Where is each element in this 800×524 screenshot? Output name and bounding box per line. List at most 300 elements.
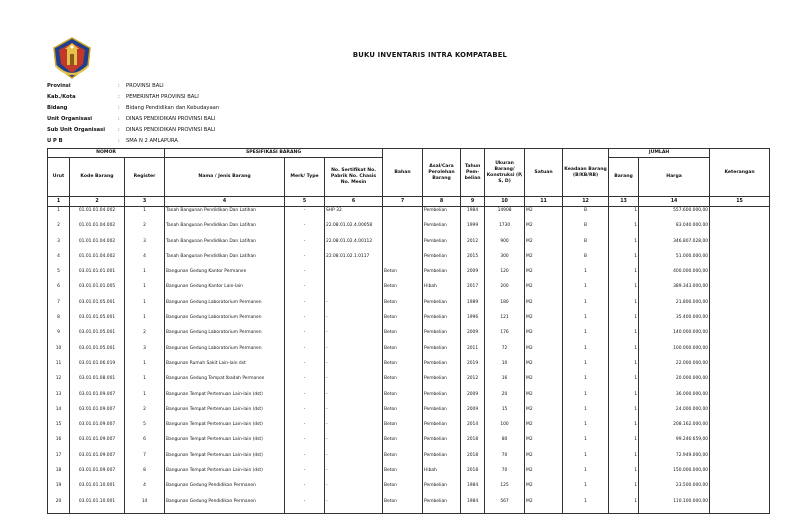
cell-satuan: M2 (525, 222, 563, 237)
cell-urut: 4 (48, 253, 70, 268)
cell-ukuran: 180 (485, 299, 525, 314)
cell-ukuran: 14908 (485, 207, 525, 223)
cell-merk: - (285, 345, 325, 360)
cell-sertifikat: SHP 32 (325, 207, 383, 223)
column-number: 9 (461, 197, 485, 207)
cell-register: 8 (125, 467, 165, 482)
cell-nama-barang: Bangunan Tempat Pertemuan Lain-lain (dst) (165, 421, 285, 436)
cell-harga: 389.343.000,00 (639, 283, 710, 298)
cell-asal: Pembelian (423, 268, 461, 283)
cell-urut: 8 (48, 314, 70, 329)
cell-jumlah-barang: 1 (609, 498, 639, 514)
cell-satuan: M2 (525, 299, 563, 314)
cell-asal: Pembelian (423, 222, 461, 237)
cell-register: 6 (125, 436, 165, 451)
cell-keterangan (710, 375, 770, 390)
cell-keterangan (710, 436, 770, 451)
cell-keadaan: 1 (563, 345, 609, 360)
cell-satuan: M2 (525, 498, 563, 514)
cell-satuan: M2 (525, 452, 563, 467)
cell-asal: Pembelian (423, 436, 461, 451)
cell-jumlah-barang: 1 (609, 345, 639, 360)
cell-harga: 21.800.000,00 (639, 299, 710, 314)
column-number: 5 (285, 197, 325, 207)
info-row-kabkota: Kab./Kota : PEMERINTAH PROVINSI BALI (47, 93, 199, 100)
cell-sertifikat (325, 283, 383, 298)
cell-ukuran: 16 (485, 375, 525, 390)
cell-harga: 22.000.000,00 (639, 360, 710, 375)
header-satuan: Satuan (525, 149, 563, 197)
cell-sertifikat: - (325, 314, 383, 329)
cell-urut: 17 (48, 452, 70, 467)
header-jumlah: JUMLAH (609, 149, 710, 158)
cell-merk: - (285, 406, 325, 421)
cell-keadaan: 1 (563, 283, 609, 298)
document-title: BUKU INVENTARIS INTRA KOMPATABEL (352, 51, 508, 59)
cell-urut: 16 (48, 436, 70, 451)
cell-register: 1 (125, 283, 165, 298)
cell-satuan: M2 (525, 314, 563, 329)
column-number: 6 (325, 197, 383, 207)
info-row-sub-unit: Sub Unit Organisasi : DINAS PENDIDIKAN PROVINSI BALI (47, 126, 216, 133)
inventory-table-body (48, 207, 770, 514)
cell-keadaan: 1 (563, 421, 609, 436)
info-label: Kab./Kota (47, 93, 76, 100)
cell-ukuran: 121 (485, 314, 525, 329)
cell-ukuran: 300 (485, 253, 525, 268)
cell-sertifikat: - (325, 452, 383, 467)
cell-satuan: M2 (525, 421, 563, 436)
cell-asal: Pembelian (423, 329, 461, 344)
cell-jumlah-barang: 1 (609, 268, 639, 283)
cell-satuan: M2 (525, 238, 563, 253)
cell-tahun: 2018 (461, 436, 485, 451)
cell-register: 3 (125, 238, 165, 253)
cell-tahun: 1989 (461, 299, 485, 314)
cell-nama-barang: Tanah Bangunan Pendidikan Dan Latihan (165, 238, 285, 253)
cell-merk: - (285, 329, 325, 344)
info-value: DINAS PENDIDIKAN PROVINSI BALI (126, 115, 216, 122)
cell-tahun: 1984 (461, 207, 485, 223)
column-number: 7 (383, 197, 423, 207)
cell-bahan: Beton (383, 482, 423, 497)
cell-register: 5 (125, 421, 165, 436)
cell-ukuran: 15 (485, 406, 525, 421)
cell-urut: 12 (48, 375, 70, 390)
cell-kode-barang: 03.01.01.09.007 (70, 436, 125, 451)
cell-urut: 18 (48, 467, 70, 482)
cell-ukuran: 176 (485, 329, 525, 344)
cell-merk: - (285, 268, 325, 283)
cell-nama-barang: Tanah Bangunan Pendidikan Dan Latihan (165, 253, 285, 268)
cell-bahan: Beton (383, 345, 423, 360)
cell-ukuran: 200 (485, 283, 525, 298)
cell-bahan: Beton (383, 467, 423, 482)
cell-keterangan (710, 329, 770, 344)
table-row (48, 421, 770, 436)
header-keadaan: Keadaan Barang (B/KB/RB) (563, 149, 609, 197)
info-value: PEMERINTAH PROVINSI BALI (126, 93, 199, 100)
info-value: PROVINSI BALI (126, 82, 164, 89)
cell-register: 1 (125, 391, 165, 406)
cell-register: 4 (125, 482, 165, 497)
cell-kode-barang: 03.01.01.05.001 (70, 299, 125, 314)
cell-harga: 83.040.000,00 (639, 222, 710, 237)
header-bahan: Bahan (383, 149, 423, 197)
cell-tahun: 2017 (461, 283, 485, 298)
cell-kode-barang: 03.01.01.09.007 (70, 452, 125, 467)
cell-merk: - (285, 391, 325, 406)
info-row-upb: U P B : SMA N 2 AMLAPURA (47, 137, 178, 144)
header-ukuran: Ukuran Barang/ Konstruksi (P, S, D) (485, 149, 525, 197)
cell-keterangan (710, 314, 770, 329)
cell-urut: 6 (48, 283, 70, 298)
info-row-provinsi: Provinsi : PROVINSI BALI (47, 82, 164, 89)
cell-ukuran: 10 (485, 360, 525, 375)
cell-harga: 23.500.000,00 (639, 482, 710, 497)
cell-keterangan (710, 268, 770, 283)
cell-register: 1 (125, 268, 165, 283)
cell-asal: Pembelian (423, 360, 461, 375)
cell-satuan: M2 (525, 207, 563, 223)
cell-kode-barang: 03.01.01.01.001 (70, 268, 125, 283)
cell-sertifikat: 22.08.01.02.4.00112 (325, 238, 383, 253)
cell-merk: - (285, 253, 325, 268)
table-row (48, 238, 770, 253)
cell-kode-barang: 03.01.01.05.001 (70, 329, 125, 344)
cell-urut: 14 (48, 406, 70, 421)
cell-keadaan: 1 (563, 498, 609, 514)
cell-asal: Pembelian (423, 375, 461, 390)
cell-urut: 11 (48, 360, 70, 375)
cell-harga: 72.949.000,00 (639, 452, 710, 467)
info-label: U P B (47, 137, 63, 144)
cell-satuan: M2 (525, 253, 563, 268)
table-row (48, 467, 770, 482)
cell-jumlah-barang: 1 (609, 283, 639, 298)
cell-bahan: Beton (383, 375, 423, 390)
header-group-row (48, 149, 770, 158)
table-row (48, 391, 770, 406)
cell-register: 4 (125, 253, 165, 268)
cell-register: 1 (125, 375, 165, 390)
table-row (48, 436, 770, 451)
header-nama: Nama / Jenis Barang (165, 158, 285, 197)
cell-tahun: 2011 (461, 345, 485, 360)
cell-bahan: Beton (383, 436, 423, 451)
cell-register: 3 (125, 345, 165, 360)
cell-jumlah-barang: 1 (609, 391, 639, 406)
cell-jumlah-barang: 1 (609, 207, 639, 223)
cell-sertifikat: - (325, 375, 383, 390)
cell-urut: 1 (48, 207, 70, 223)
cell-nama-barang: Bangunan Gedung Pendidikan Permanen (165, 482, 285, 497)
cell-sertifikat: - (325, 360, 383, 375)
cell-nama-barang: Tanah Bangunan Pendidikan Dan Latihan (165, 222, 285, 237)
cell-merk: - (285, 222, 325, 237)
cell-satuan: M2 (525, 329, 563, 344)
cell-kode-barang: 03.01.01.09.007 (70, 406, 125, 421)
cell-harga: 557.600.000,00 (639, 207, 710, 223)
cell-tahun: 2018 (461, 467, 485, 482)
info-value: SMA N 2 AMLAPURA (126, 137, 178, 144)
cell-keterangan (710, 467, 770, 482)
info-row-bidang: Bidang : Bidang Pendidikan dan Kebudayaan (47, 104, 220, 111)
cell-asal: Pembelian (423, 314, 461, 329)
cell-kode-barang: 03.01.01.05.001 (70, 314, 125, 329)
cell-satuan: M2 (525, 375, 563, 390)
cell-kode-barang: 03.01.01.09.007 (70, 391, 125, 406)
cell-keadaan: B (563, 238, 609, 253)
cell-jumlah-barang: 1 (609, 436, 639, 451)
cell-asal: Pembelian (423, 421, 461, 436)
cell-harga: 51.000.000,00 (639, 253, 710, 268)
cell-keterangan (710, 406, 770, 421)
info-value: DINAS PENDIDIKAN PROVINSI BALI (126, 126, 216, 133)
cell-satuan: M2 (525, 406, 563, 421)
cell-merk: - (285, 482, 325, 497)
cell-urut: 7 (48, 299, 70, 314)
header-keterangan: Keterangan (710, 149, 770, 197)
cell-ukuran: 100 (485, 421, 525, 436)
cell-harga: 36.000.000,00 (639, 391, 710, 406)
cell-urut: 13 (48, 391, 70, 406)
header-tahun: Tahun Pem- belian (461, 149, 485, 197)
cell-nama-barang: Bangunan Gedung Pendidikan Permanen (165, 498, 285, 514)
cell-keadaan: 1 (563, 314, 609, 329)
cell-keadaan: B (563, 253, 609, 268)
cell-keterangan (710, 421, 770, 436)
table-row (48, 482, 770, 497)
cell-bahan: Beton (383, 268, 423, 283)
cell-merk: - (285, 360, 325, 375)
cell-ukuran: 20 (485, 391, 525, 406)
table-row (48, 283, 770, 298)
cell-kode-barang: 03.01.01.06.019 (70, 360, 125, 375)
cell-sertifikat (325, 268, 383, 283)
cell-keadaan: 1 (563, 375, 609, 390)
header-sertifikat: No. Sertifikat No. Pabrik No. Chasis No. Mesin (325, 158, 383, 197)
cell-kode-barang: 03.01.01.09.007 (70, 421, 125, 436)
cell-harga: 99.246.659,00 (639, 436, 710, 451)
cell-bahan: Beton (383, 314, 423, 329)
cell-keterangan (710, 207, 770, 223)
cell-register: 1 (125, 299, 165, 314)
cell-ukuran: 900 (485, 238, 525, 253)
cell-merk: - (285, 299, 325, 314)
cell-register: 7 (125, 452, 165, 467)
cell-keterangan (710, 238, 770, 253)
header-nomor: NOMOR (48, 149, 165, 158)
cell-register: 14 (125, 498, 165, 514)
cell-keterangan (710, 452, 770, 467)
cell-keadaan: 1 (563, 360, 609, 375)
table-row (48, 253, 770, 268)
cell-sertifikat: - (325, 345, 383, 360)
column-number: 2 (70, 197, 125, 207)
cell-jumlah-barang: 1 (609, 482, 639, 497)
table-row (48, 222, 770, 237)
header-asal: Asal/Cara Perolehan Barang (423, 149, 461, 197)
cell-nama-barang: Bangunan Tempat Pertemuan Lain-lain (dst) (165, 467, 285, 482)
cell-urut: 19 (48, 482, 70, 497)
cell-satuan: M2 (525, 467, 563, 482)
cell-asal: Pembelian (423, 391, 461, 406)
cell-kode-barang: 03.01.01.09.007 (70, 467, 125, 482)
cell-bahan: Beton (383, 498, 423, 514)
info-label: Unit Organisasi (47, 115, 93, 122)
cell-urut: 20 (48, 498, 70, 514)
column-number: 8 (423, 197, 461, 207)
cell-jumlah-barang: 1 (609, 406, 639, 421)
cell-kode-barang: 03.01.01.05.001 (70, 345, 125, 360)
cell-sertifikat: - (325, 391, 383, 406)
cell-nama-barang: Bangunan Gedung Laboratorium Permanen (165, 345, 285, 360)
cell-merk: - (285, 467, 325, 482)
cell-nama-barang: Bangunan Gedung Laboratorium Permanen (165, 329, 285, 344)
cell-ukuran: 80 (485, 436, 525, 451)
cell-keadaan: 1 (563, 436, 609, 451)
cell-jumlah-barang: 1 (609, 360, 639, 375)
column-number: 12 (563, 197, 609, 207)
cell-satuan: M2 (525, 345, 563, 360)
cell-jumlah-barang: 1 (609, 253, 639, 268)
cell-jumlah-barang: 1 (609, 452, 639, 467)
cell-tahun: 2009 (461, 391, 485, 406)
cell-harga: 110.100.000,00 (639, 498, 710, 514)
cell-harga: 140.000.000,00 (639, 329, 710, 344)
cell-register: 2 (125, 329, 165, 344)
cell-merk: - (285, 375, 325, 390)
header-kode: Kode Barang (70, 158, 125, 197)
cell-bahan: Beton (383, 452, 423, 467)
cell-tahun: 2009 (461, 329, 485, 344)
cell-merk: - (285, 314, 325, 329)
cell-jumlah-barang: 1 (609, 222, 639, 237)
table-row (48, 360, 770, 375)
header-barang: Barang (609, 158, 639, 197)
table-row (48, 375, 770, 390)
cell-harga: 150.000.000,00 (639, 467, 710, 482)
cell-keterangan (710, 482, 770, 497)
info-block (47, 80, 219, 146)
column-number: 3 (125, 197, 165, 207)
cell-merk: - (285, 207, 325, 223)
cell-tahun: 2019 (461, 360, 485, 375)
cell-urut: 9 (48, 329, 70, 344)
cell-tahun: 2018 (461, 452, 485, 467)
cell-tahun: 1984 (461, 498, 485, 514)
cell-ukuran: 70 (485, 452, 525, 467)
header-urut: Urut (48, 158, 70, 197)
cell-ukuran: 1730 (485, 222, 525, 237)
cell-harga: 24.000.000,00 (639, 406, 710, 421)
cell-asal: Pembelian (423, 482, 461, 497)
cell-keadaan: 1 (563, 299, 609, 314)
header-spesifikasi: SPESIFIKASI BARANG (165, 149, 383, 158)
cell-harga: 35.400.000,00 (639, 314, 710, 329)
cell-sertifikat: 22.08.01.02.1.0117 (325, 253, 383, 268)
cell-asal: Pembelian (423, 345, 461, 360)
cell-asal: Pembelian (423, 498, 461, 514)
cell-bahan (383, 253, 423, 268)
cell-nama-barang: Bangunan Gedung Kantor Lain-lain (165, 283, 285, 298)
cell-merk: - (285, 238, 325, 253)
cell-tahun: 2012 (461, 238, 485, 253)
cell-bahan (383, 238, 423, 253)
cell-asal: Pembelian (423, 238, 461, 253)
table-row (48, 299, 770, 314)
cell-sertifikat: - (325, 436, 383, 451)
cell-nama-barang: Bangunan Tempat Pertemuan Lain-lain (dst) (165, 391, 285, 406)
cell-ukuran: 70 (485, 467, 525, 482)
cell-kode-barang: 03.01.01.10.001 (70, 482, 125, 497)
cell-sertifikat: - (325, 421, 383, 436)
cell-bahan: Beton (383, 283, 423, 298)
cell-ukuran: 567 (485, 498, 525, 514)
column-number: 10 (485, 197, 525, 207)
cell-register: 2 (125, 222, 165, 237)
cell-asal: Pembelian (423, 452, 461, 467)
header-merk: Merk/ Type (285, 158, 325, 197)
column-number-row (48, 197, 770, 207)
table-row (48, 406, 770, 421)
cell-harga: 208.162.000,00 (639, 421, 710, 436)
cell-merk: - (285, 498, 325, 514)
cell-bahan: Beton (383, 329, 423, 344)
column-number: 13 (609, 197, 639, 207)
cell-satuan: M2 (525, 283, 563, 298)
cell-nama-barang: Bangunan Gedung Laboratorium Permanen (165, 314, 285, 329)
cell-nama-barang: Tanah Bangunan Pendidikan Dan Latihan (165, 207, 285, 223)
cell-jumlah-barang: 1 (609, 299, 639, 314)
cell-kode-barang: 03.01.01.01.005 (70, 283, 125, 298)
header-harga: Harga (639, 158, 710, 197)
cell-keterangan (710, 345, 770, 360)
column-number: 4 (165, 197, 285, 207)
cell-kode-barang: 01.01.01.04.002 (70, 207, 125, 223)
header-register: Register (125, 158, 165, 197)
table-row (48, 329, 770, 344)
info-label: Sub Unit Organisasi (47, 126, 106, 133)
cell-urut: 5 (48, 268, 70, 283)
cell-nama-barang: Bangunan Gedung Laboratorium Permanen (165, 299, 285, 314)
cell-harga: 100.000.000,00 (639, 345, 710, 360)
cell-nama-barang: Bangunan Gedung Kantor Permanen (165, 268, 285, 283)
cell-keadaan: 1 (563, 329, 609, 344)
cell-register: 2 (125, 406, 165, 421)
cell-tahun: 2009 (461, 268, 485, 283)
cell-asal: Pembelian (423, 207, 461, 223)
table-row (48, 452, 770, 467)
table-row (48, 207, 770, 223)
cell-keadaan: 1 (563, 452, 609, 467)
cell-bahan (383, 207, 423, 223)
cell-satuan: M2 (525, 391, 563, 406)
cell-harga: 346.807.028,00 (639, 238, 710, 253)
cell-keterangan (710, 283, 770, 298)
cell-register: 1 (125, 314, 165, 329)
cell-bahan: Beton (383, 360, 423, 375)
cell-merk: - (285, 452, 325, 467)
table-row (48, 314, 770, 329)
column-number: 15 (710, 197, 770, 207)
cell-nama-barang: Bangunan Gedung Tempat Ibadah Permanen (165, 375, 285, 390)
cell-nama-barang: Bangunan Tempat Pertemuan Lain-lain (dst) (165, 452, 285, 467)
cell-urut: 10 (48, 345, 70, 360)
cell-asal: Pembelian (423, 299, 461, 314)
cell-keadaan: B (563, 207, 609, 223)
